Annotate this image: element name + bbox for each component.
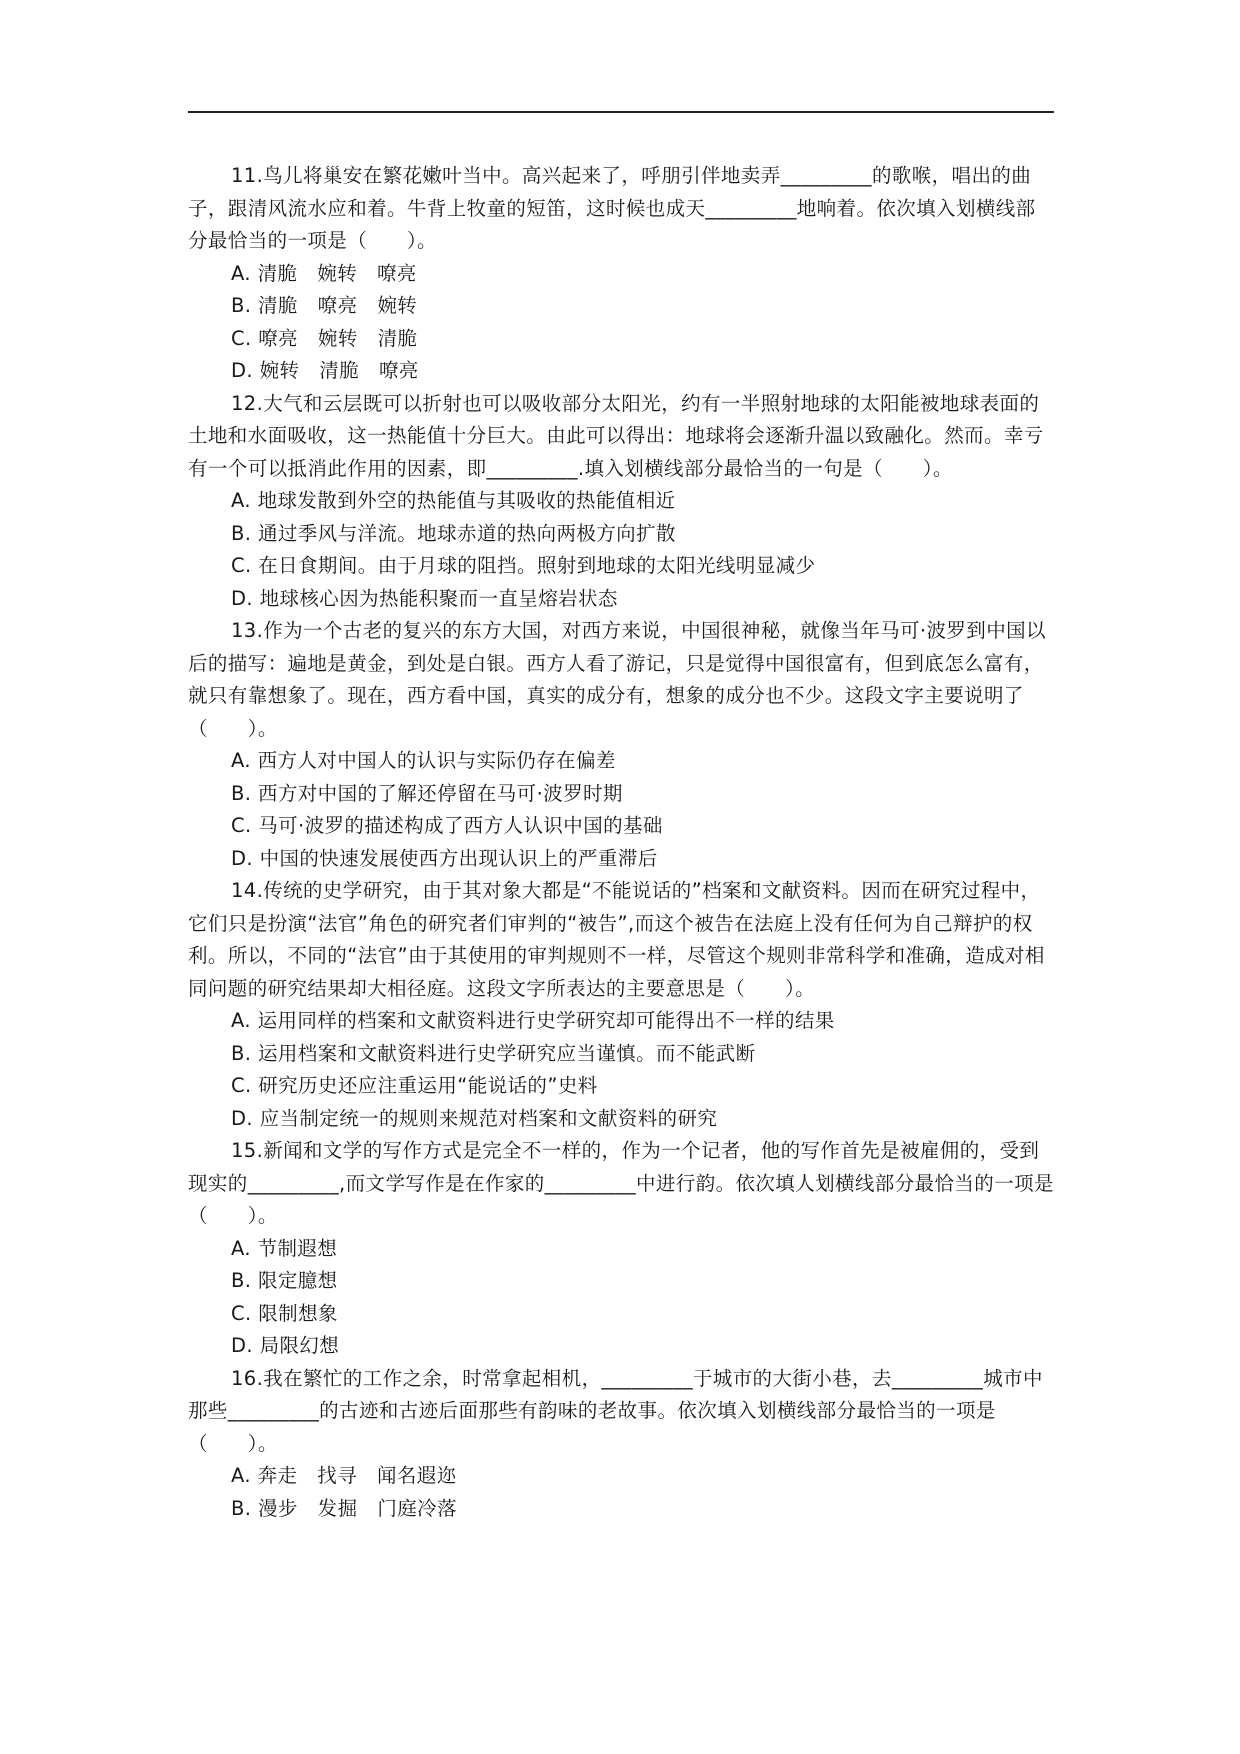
question-14 [188,875,1054,1135]
option-d: D. 局限幻想 [231,1334,340,1357]
question-stem: 15.新闻和文学的写作方式是完全不一样的，作为一个记者，他的写作首先是被雇佣的，受到现实的_________,而文学写作是在作家的_________中进行韵。依次填人划横线部分最恰当的一项是（ ）。 [188,1139,1054,1227]
option-a: A. 奔走 找寻 闻名遐迩 [231,1464,457,1487]
option-d: D. 地球核心因为热能积聚而一直呈熔岩状态 [231,586,618,610]
header-rule [188,111,1054,113]
option-c: C. 限制想象 [231,1301,338,1325]
question-stem: 12.大气和云层既可以折射也可以吸收部分太阳光，约有一半照射地球的太阳能被地球表面的土地和水面吸收，这一热能值十分巨大。由此可以得出：地球将会逐渐升温以致融化。然而。幸亏有一个可以抵消此作用的因素，即_________.填入划横线部分最恰当的一句是（ ）。 [188,391,1044,480]
option-b: B. 西方对中国的了解还停留在马可·波罗时期 [231,781,623,805]
question-stem: 14.传统的史学研究，由于其对象大都是“不能说话的”档案和文献资料。因而在研究过程中，它们只是扮演“法官”角色的研究者们审判的“被告”,而这个被告在法庭上没有任何为自己辩护的权利。所以，不同的“法官”由于其使用的审判规则不一样，尽管这个规则非常科学和准确，造成对相同问题的研究结果却大相径庭。这段文字所表达的主要意思是（ ）。 [188,879,1045,1000]
option-a: A. 清脆 婉转 嘹亮 [231,261,417,285]
option-c: C. 研究历史还应注重运用“能说话的”史料 [231,1074,598,1097]
question-13 [188,615,1054,875]
option-d: D. 中国的快速发展使西方出现认识上的严重滞后 [231,846,658,870]
option-c: C. 嘹亮 婉转 清脆 [231,326,418,350]
question-15 [188,1135,1054,1363]
option-d: D. 婉转 清脆 嘹亮 [231,359,419,382]
question-stem: 13.作为一个古老的复兴的东方大国，对西方来说，中国很神秘，就像当年马可·波罗到中国以后的描写：遍地是黄金，到处是白银。西方人看了游记，只是觉得中国很富有，但到底怎么富有，就只有靠想象了。现在，西方看中国，真实的成分有，想象的成分也不少。这段文字主要说明了（ ）。 [188,619,1046,740]
question-stem: 11.鸟儿将巢安在繁花嫩叶当中。高兴起来了，呼朋引伴地卖弄_________的歌喉，唱出的曲子，跟清风流水应和着。牛背上牧童的短笛，这时候也成天_________地响着。依次填入划横线部分最恰当的一项是（ ）。 [188,164,1036,252]
option-d: D. 应当制定统一的规则来规范对档案和文献资料的研究 [231,1106,718,1130]
question-16 [188,1363,1054,1526]
question-11 [188,160,1054,388]
option-b: B. 清脆 嘹亮 婉转 [231,294,418,317]
option-c: C. 马可·波罗的描述构成了西方人认识中国的基础 [231,814,663,837]
question-list [188,160,1054,1525]
option-b: B. 限定臆想 [231,1269,338,1292]
option-a: A. 节制遐想 [231,1236,338,1260]
option-a: A. 运用同样的档案和文献资料进行史学研究却可能得出不一样的结果 [231,1009,835,1032]
option-b: B. 漫步 发掘 门庭冷落 [231,1496,457,1520]
question-12 [188,388,1054,616]
question-stem: 16.我在繁忙的工作之余，时常拿起相机，_________于城市的大街小巷，去_________城市中那些_________的古迹和古迹后面那些有韵味的老故事。依次填入划横线部分最恰当的一项是（ ）。 [188,1366,1043,1455]
option-b: B. 通过季风与洋流。地球赤道的热向两极方向扩散 [231,521,676,545]
option-a: A. 西方人对中国人的认识与实际仍存在偏差 [231,749,616,772]
option-c: C. 在日食期间。由于月球的阻挡。照射到地球的太阳光线明显减少 [231,554,816,577]
option-a: A. 地球发散到外空的热能值与其吸收的热能值相近 [231,489,676,512]
option-b: B. 运用档案和文献资料进行史学研究应当谨慎。而不能武断 [231,1041,756,1065]
